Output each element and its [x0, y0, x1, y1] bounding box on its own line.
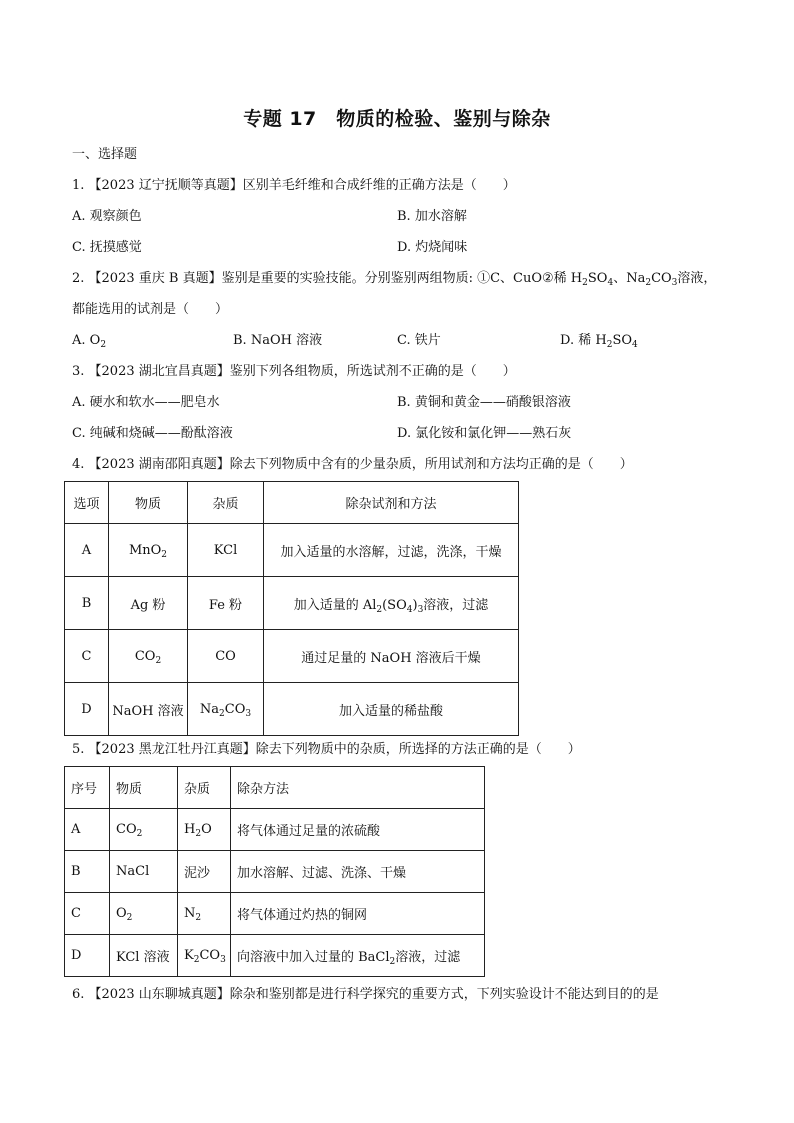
table-cell: NaCl: [110, 851, 178, 893]
table-row: [65, 577, 519, 630]
table-cell: 将气体通过足量的浓硫酸: [231, 809, 485, 851]
table-cell: C: [65, 893, 110, 935]
q3-option-a: A. 硬水和软水——肥皂水: [72, 395, 220, 410]
table-cell: B: [65, 577, 109, 630]
table-cell: NaOH 溶液: [109, 683, 188, 736]
table-cell: A: [65, 809, 110, 851]
table-cell: 将气体通过灼热的铜网: [231, 893, 485, 935]
q3-option-d: D. 氯化铵和氯化钾——熟石灰: [397, 426, 572, 441]
q2-stem-continued: 都能选用的试剂是（ ）: [72, 302, 229, 317]
table-cell: Ag 粉: [109, 577, 188, 630]
table-cell: 泥沙: [178, 851, 231, 893]
q1-option-d: D. 灼烧闻味: [397, 240, 468, 255]
table-row: [65, 630, 519, 683]
table-cell: $CO_2$: [109, 630, 188, 683]
table-header-cell: 除杂方法: [231, 767, 485, 809]
table-cell: D: [65, 683, 109, 736]
table-cell: 加入适量的稀盐酸: [264, 683, 519, 736]
table-header-cell: 物质: [110, 767, 178, 809]
q2-option-a: A. $O_2$: [72, 333, 107, 350]
page-title: 专题 17 物质的检验、鉴别与除杂: [243, 108, 551, 130]
table-header-cell: 物质: [109, 482, 188, 524]
table-header-cell: 选项: [65, 482, 109, 524]
q6-stem: 6. 【2023 山东聊城真题】除杂和鉴别都是进行科学探究的重要方式，下列实验设计不能达到目的的是: [72, 987, 659, 1002]
table-row: [65, 893, 485, 935]
table-cell: $N_2$: [178, 893, 231, 935]
table-header-cell: 除杂试剂和方法: [264, 482, 519, 524]
section-heading: 一、选择题: [72, 147, 138, 162]
q1-option-b: B. 加水溶解: [397, 209, 467, 224]
q2-option-d: D. 稀 $H_2SO_4$: [560, 333, 638, 350]
table-cell: A: [65, 524, 109, 577]
table-cell: D: [65, 935, 110, 977]
table-cell: $K_2CO_3$: [178, 935, 231, 977]
table-cell: Fe 粉: [188, 577, 264, 630]
q2-option-c: C. 铁片: [397, 333, 441, 348]
table-header-cell: 杂质: [178, 767, 231, 809]
q3-stem: 3. 【2023 湖北宜昌真题】鉴别下列各组物质，所选试剂不正确的是（ ）: [72, 364, 516, 379]
q3-option-c: C. 纯碱和烧碱——酚酞溶液: [72, 426, 233, 441]
table-cell: MnO$_2$: [109, 524, 188, 577]
q1-stem: 1. 【2023 辽宁抚顺等真题】区别羊毛纤维和合成纤维的正确方法是（ ）: [72, 178, 516, 193]
table-cell: B: [65, 851, 110, 893]
table-cell: C: [65, 630, 109, 683]
table-header-cell: 序号: [65, 767, 110, 809]
table-cell: CO: [188, 630, 264, 683]
q2-option-b: B. NaOH 溶液: [233, 333, 323, 348]
table-cell: $Na_2CO_3$: [188, 683, 264, 736]
table-row: [65, 851, 485, 893]
table-cell: 加入适量的 $Al_2(SO_4)_3$溶液，过滤: [264, 577, 519, 630]
q4-stem: 4. 【2023 湖南邵阳真题】除去下列物质中含有的少量杂质，所用试剂和方法均正确的是（ ）: [72, 457, 633, 472]
table-cell: 加入适量的水溶解，过滤，洗涤，干燥: [264, 524, 519, 577]
table-cell: $O_2$: [110, 893, 178, 935]
q2-stem: 2. 【2023 重庆 B 真题】鉴别是重要的实验技能。分别鉴别两组物质: ①C、CuO②稀 $H_2SO_4$、$Na_2CO_3$溶液，: [72, 271, 717, 288]
table-cell: KCl: [188, 524, 264, 577]
table-row: [65, 809, 485, 851]
table-row: [65, 683, 519, 736]
table-cell: $H_2O$: [178, 809, 231, 851]
q1-option-c: C. 抚摸感觉: [72, 240, 142, 255]
table-cell: KCl 溶液: [110, 935, 178, 977]
table-header-row: [65, 482, 519, 524]
table-row: [65, 935, 485, 977]
q3-option-b: B. 黄铜和黄金——硝酸银溶液: [397, 395, 571, 410]
table-row: [65, 524, 519, 577]
table-cell: 通过足量的 NaOH 溶液后干燥: [264, 630, 519, 683]
q5-table: [64, 766, 485, 977]
table-cell: $CO_2$: [110, 809, 178, 851]
table-header-row: [65, 767, 485, 809]
table-cell: 加水溶解、过滤、洗涤、干燥: [231, 851, 485, 893]
table-cell: 向溶液中加入过量的 BaCl$_2$溶液，过滤: [231, 935, 485, 977]
q5-stem: 5. 【2023 黑龙江牡丹江真题】除去下列物质中的杂质，所选择的方法正确的是（ ）: [72, 742, 581, 757]
q1-option-a: A. 观察颜色: [72, 209, 142, 224]
table-header-cell: 杂质: [188, 482, 264, 524]
q4-table: [64, 481, 519, 736]
